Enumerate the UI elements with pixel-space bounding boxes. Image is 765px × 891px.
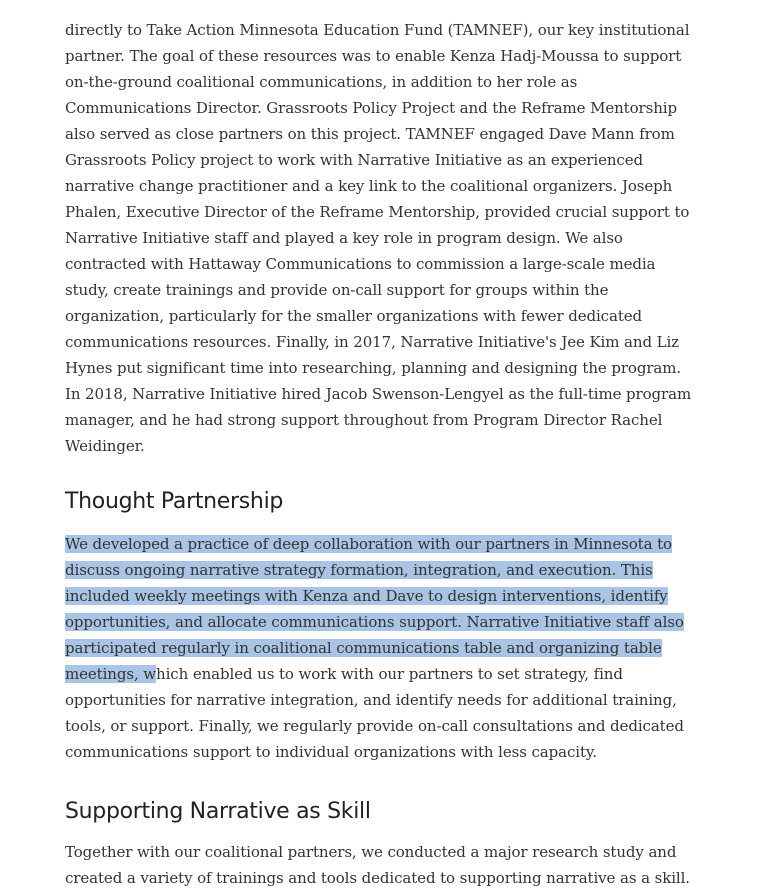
thought-partnership-paragraph bbox=[65, 531, 695, 765]
article-body bbox=[65, 17, 695, 891]
intro-paragraph: directly to Take Action Minnesota Education Fund (TAMNEF), our key institutional partner. The goal of these resources was to enable Kenza Hadj-Moussa to support on-the-ground coalitional communications, in addition to her role as Communications Director. Grassroots Policy Project and the Reframe Mentorship also served as close partners on this project. TAMNEF engaged Dave Mann from Grassroots Policy project to work with Narrative Initiative as an experienced narrative change practitioner and a key link to the coalitional organizers. Joseph Phalen, Executive Director of the Reframe Mentorship, provided crucial support to Narrative Initiative staff and played a key role in program design. We also contracted with Hattaway Communications to commission a large-scale media study, create trainings and provide on-call support for groups within the organization, particularly for the smaller organizations with fewer dedicated communications resources. Finally, in 2017, Narrative Initiative's Jee Kim and Liz Hynes put significant time into researching, planning and designing the program. In 2018, Narrative Initiative hired Jacob Swenson-Lengyel as the full-time program manager, and he had strong support throughout from Program Director Rachel Weidinger. bbox=[65, 21, 692, 455]
unselected-text: hich enabled us to work with our partners to set strategy, find opportunities for narrative integration, and identify needs for additional training, tools, or support. Finally, we regularly provide on-call consultations and dedicated communications support to individual organizations with less capacity. bbox=[65, 665, 684, 761]
thought-partnership-heading: Thought Partnership bbox=[65, 489, 284, 514]
supporting-narrative-paragraph: Together with our coalitional partners, we conducted a major research study and created a variety of trainings and tools dedicated to supporting narrative as a skill. bbox=[65, 843, 690, 887]
selected-text[interactable]: We developed a practice of deep collaboration with our partners in Minnesota to discuss ongoing narrative strategy formation, integration, and execution. This included weekly meetings with Kenza and Dave to design interventions, identify opportunities, and allocate communications support. Narrative Initiative staff also participated regularly in coalitional communications table and organizing table meetings, w bbox=[65, 535, 684, 683]
supporting-narrative-heading: Supporting Narrative as Skill bbox=[65, 799, 371, 824]
